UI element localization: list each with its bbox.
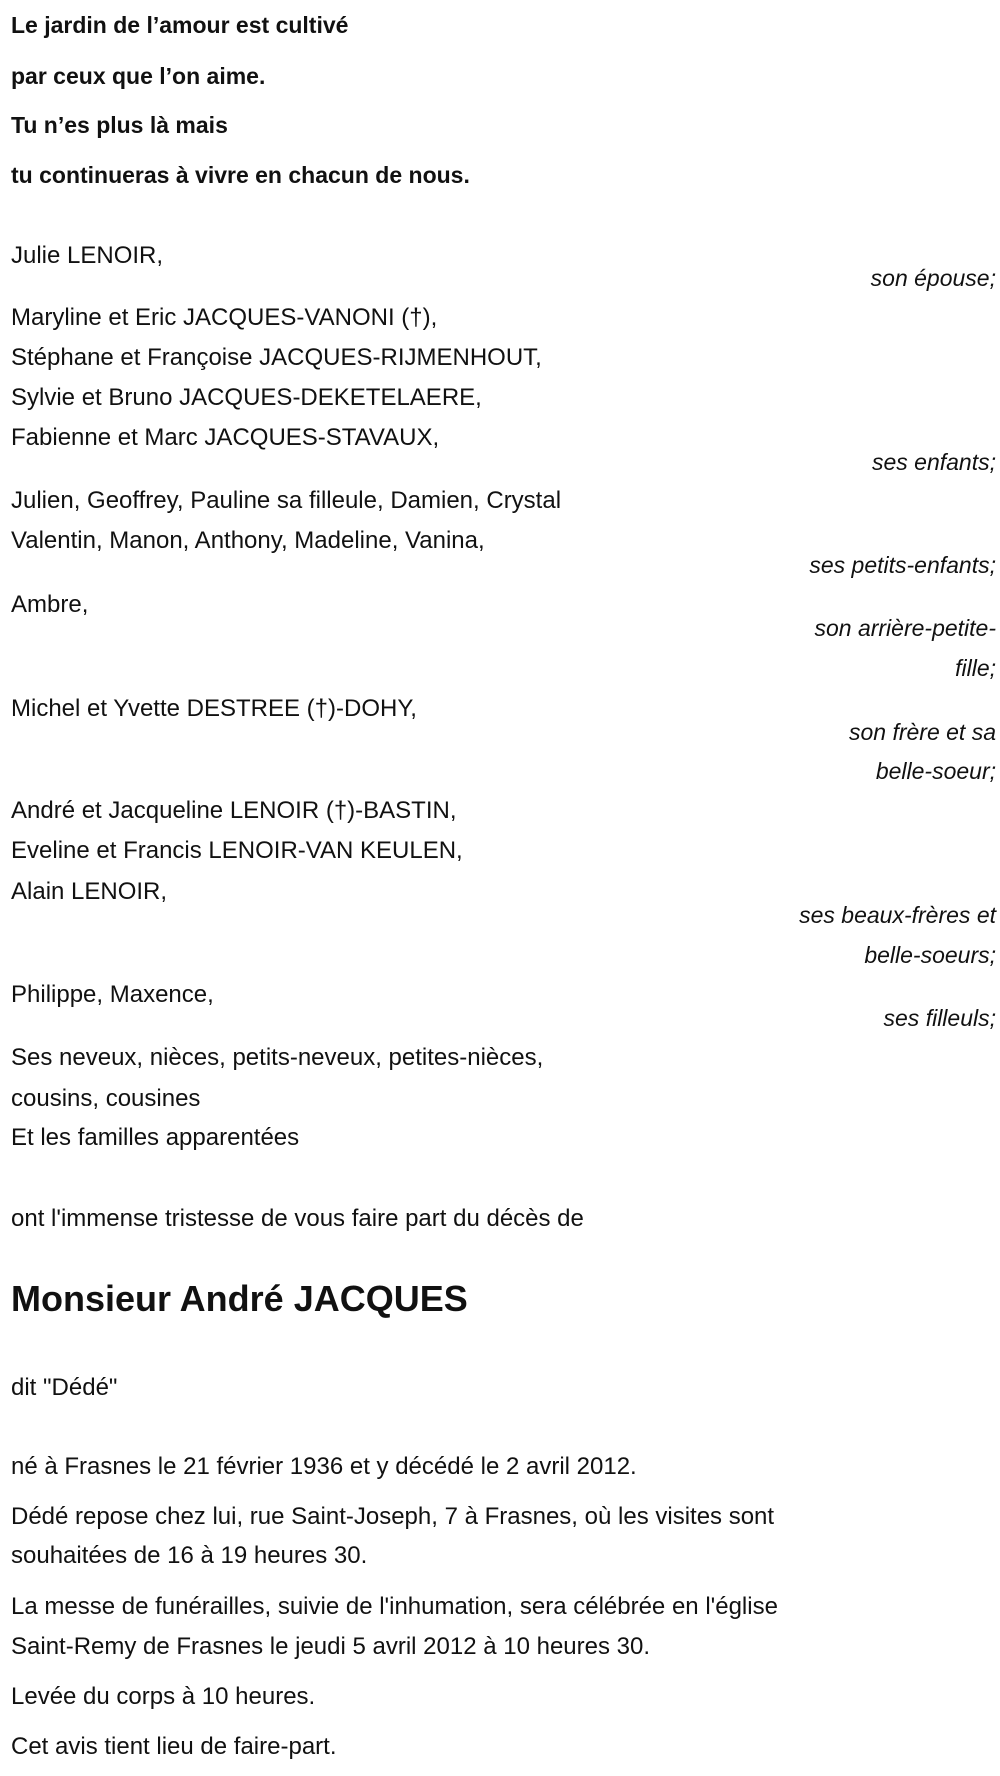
family-name-line: Stéphane et Françoise JACQUES-RIJMENHOUT, bbox=[11, 344, 542, 371]
family-name-line: Eveline et Francis LENOIR-VAN KEULEN, bbox=[11, 837, 463, 864]
announcement-text: ont l'immense tristesse de vous faire part du décès de bbox=[11, 1205, 584, 1232]
relation-label: belle-soeur; bbox=[875, 758, 996, 784]
family-name-line: Philippe, Maxence, bbox=[11, 981, 214, 1008]
detail-line: La messe de funérailles, suivie de l'inhumation, sera célébrée en l'église bbox=[11, 1593, 778, 1620]
detail-line: souhaitées de 16 à 19 heures 30. bbox=[11, 1542, 368, 1569]
family-name-line: Valentin, Manon, Anthony, Madeline, Vanina, bbox=[11, 527, 485, 554]
family-name-line: Sylvie et Bruno JACQUES-DEKETELAERE, bbox=[11, 384, 482, 411]
family-name-line: Maryline et Eric JACQUES-VANONI (†), bbox=[11, 304, 438, 331]
family-name-line: Ses neveux, nièces, petits-neveux, petites-nièces, bbox=[11, 1044, 544, 1071]
family-name-line: André et Jacqueline LENOIR (†)-BASTIN, bbox=[11, 797, 457, 824]
relation-label: son frère et sa bbox=[848, 719, 996, 745]
nickname: dit "Dédé" bbox=[11, 1374, 118, 1401]
relation-label: ses enfants; bbox=[871, 449, 996, 475]
family-name-line: Julie LENOIR, bbox=[11, 242, 164, 269]
relation-label: ses beaux-frères et bbox=[799, 902, 996, 928]
detail-line: Saint-Remy de Frasnes le jeudi 5 avril 2012 à 10 heures 30. bbox=[11, 1633, 651, 1660]
detail-line: Cet avis tient lieu de faire-part. bbox=[11, 1733, 337, 1760]
detail-line: Dédé repose chez lui, rue Saint-Joseph, 7 à Frasnes, où les visites sont bbox=[11, 1503, 775, 1530]
family-name-line: Et les familles apparentées bbox=[11, 1124, 300, 1151]
detail-line: Levée du corps à 10 heures. bbox=[11, 1683, 316, 1710]
poem-line: Tu n’es plus là mais bbox=[11, 112, 228, 138]
relation-label: ses filleuls; bbox=[883, 1005, 996, 1031]
poem-line: tu continueras à vivre en chacun de nous. bbox=[11, 162, 470, 188]
family-name-line: cousins, cousines bbox=[11, 1085, 201, 1112]
detail-line: né à Frasnes le 21 février 1936 et y décédé le 2 avril 2012. bbox=[11, 1453, 637, 1480]
relation-label: son épouse; bbox=[870, 265, 996, 291]
family-name-line: Michel et Yvette DESTREE (†)-DOHY, bbox=[11, 695, 417, 722]
family-name-line: Alain LENOIR, bbox=[11, 878, 168, 905]
relation-label: fille; bbox=[955, 655, 996, 681]
poem-line: Le jardin de l’amour est cultivé bbox=[11, 12, 349, 38]
family-name-line: Fabienne et Marc JACQUES-STAVAUX, bbox=[11, 424, 440, 451]
relation-label: belle-soeurs; bbox=[864, 942, 996, 968]
family-name-line: Julien, Geoffrey, Pauline sa filleule, Damien, Crystal bbox=[11, 487, 562, 514]
deceased-name: Monsieur André JACQUES bbox=[11, 1278, 468, 1319]
relation-label: ses petits-enfants; bbox=[809, 552, 996, 578]
family-name-line: Ambre, bbox=[11, 591, 89, 618]
poem-line: par ceux que l’on aime. bbox=[11, 63, 266, 89]
relation-label: son arrière-petite- bbox=[814, 615, 996, 641]
